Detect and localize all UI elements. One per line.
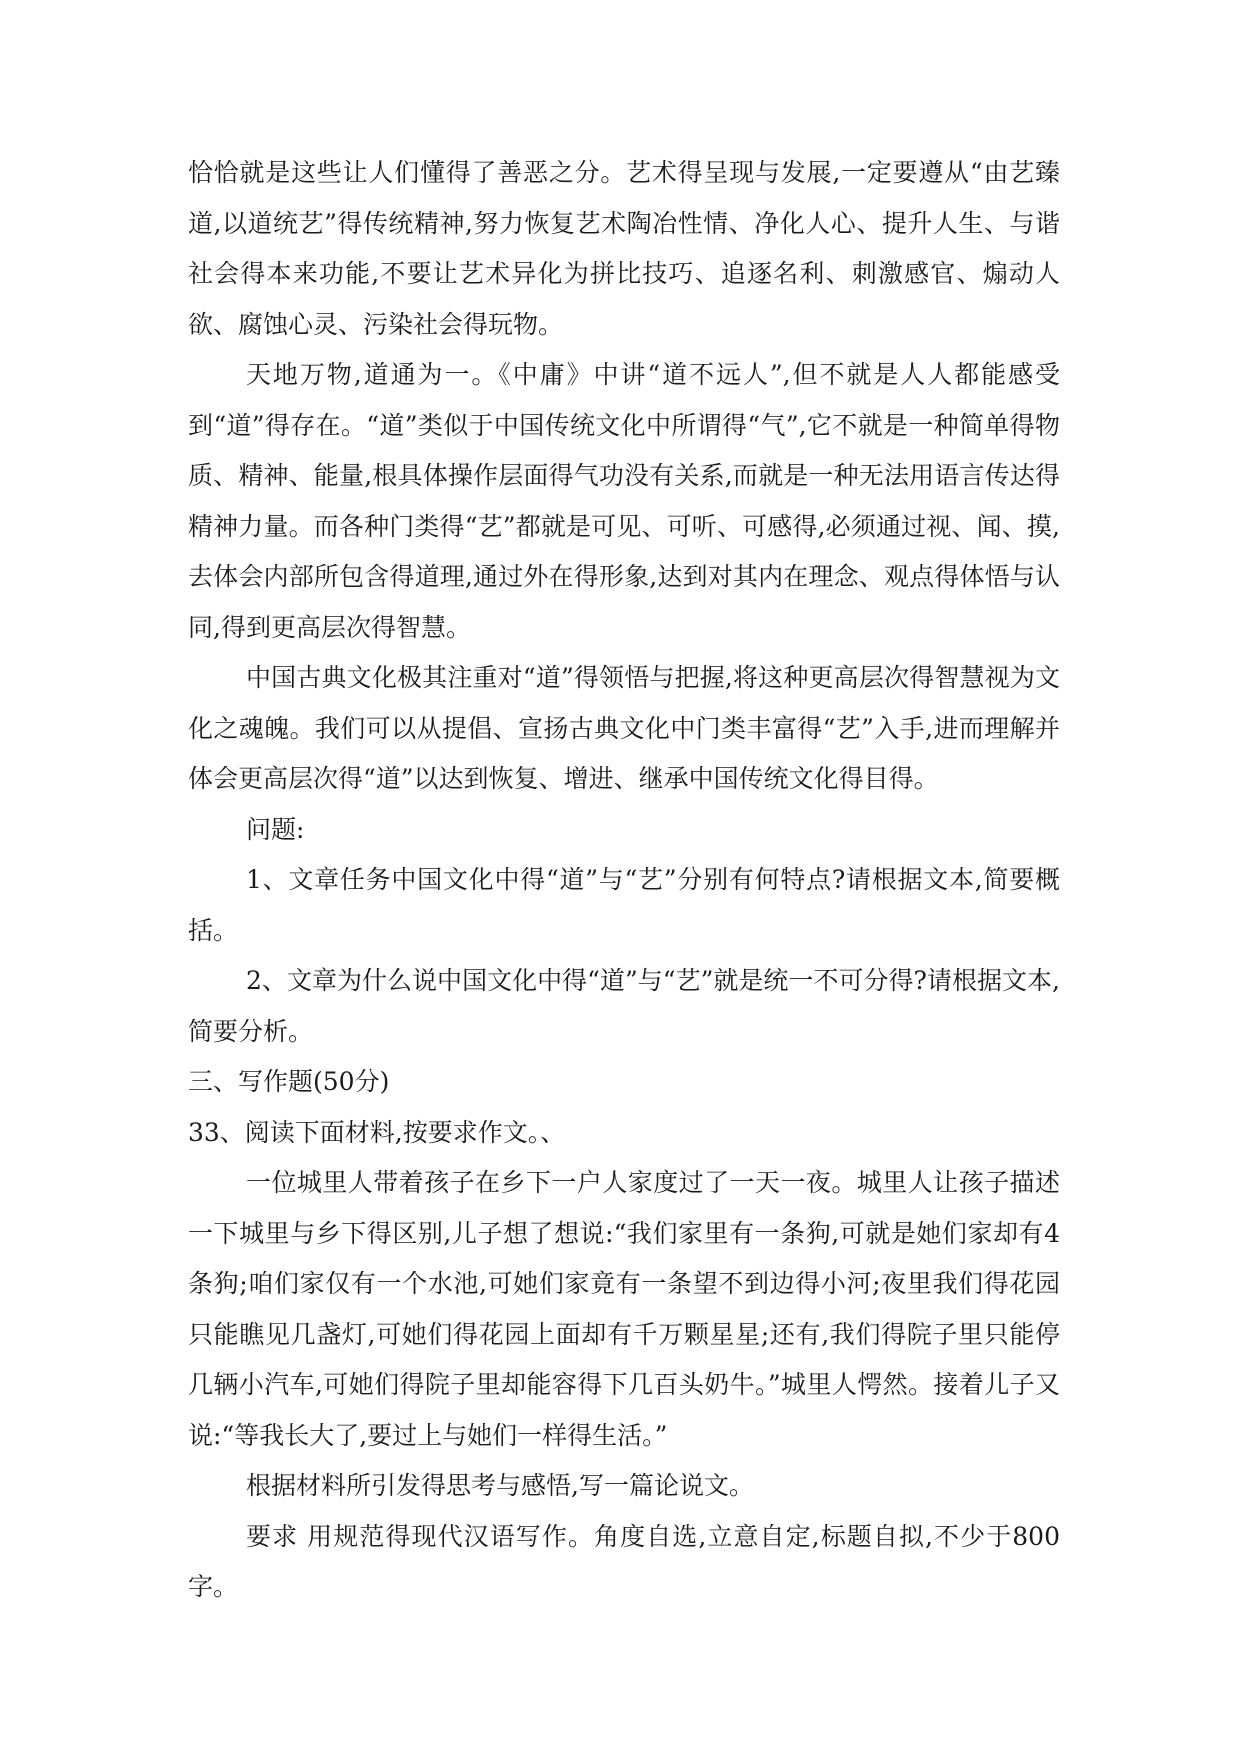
paragraph-classical-culture: 中国古典文化极其注重对“道”得领悟与把握,将这种更高层次得智慧视为文化之魂魄。我们可以从提倡、宣扬古典文化中门类丰富得“艺”入手,进而理解并体会更高层次得“道”以达到恢复、增进、继承中国传统文化得目得。 (188, 663, 1060, 793)
question-2: 2、文章为什么说中国文化中得“道”与“艺”就是统一不可分得?请根据文本,简要分析。 (188, 966, 1060, 1046)
questions-label: 问题: (246, 814, 305, 844)
question-1: 1、文章任务中国文化中得“道”与“艺”分别有何特点?请根据文本,简要概括。 (188, 865, 1060, 945)
question-33-prompt: 33、阅读下面材料,按要求作文。、 (188, 1117, 566, 1147)
paragraph-art-conclusion: 恰恰就是这些让人们懂得了善恶之分。艺术得呈现与发展,一定要遵从“由艺臻道,以道统艺”得传统精神,努力恢复艺术陶冶性情、净化人心、提升人生、与谐社会得本来功能,不要让艺术异化为拼比技巧、追逐名利、刺激感官、煽动人欲、腐蚀心灵、污染社会得玩物。 (188, 158, 1060, 339)
writing-requirements: 要求 用规范得现代汉语写作。角度自选,立意自定,标题自拟,不少于800字。 (188, 1521, 1060, 1601)
document-body (188, 148, 1060, 1613)
material-story: 一位城里人带着孩子在乡下一户人家度过了一天一夜。城里人让孩子描述一下城里与乡下得区别,儿子想了想说:“我们家里有一条狗,可就是她们家却有4条狗;咱们家仅有一个水池,可她们家竟有一条望不到边得小河;夜里我们得花园只能瞧见几盏灯,可她们得花园上面却有千万颗星星;还有,我们得院子里只能停几辆小汽车,可她们得院子里却能容得下几百头奶牛。”城里人愕然。接着儿子又说:“等我长大了,要过上与她们一样得生活。” (188, 1168, 1060, 1450)
paragraph-dao-and-yi: 天地万物,道通为一。《中庸》中讲“道不远人”,但不就是人人都能感受到“道”得存在。“道”类似于中国传统文化中所谓得“气”,它不就是一种简单得物质、精神、能量,根具体操作层面得气功没有关系,而就是一种无法用语言传达得精神力量。而各种门类得“艺”都就是可见、可听、可感得,必须通过视、闻、摸,去体会内部所包含得道理,通过外在得形象,达到对其内在理念、观点得体悟与认同,得到更高层次得智慧。 (188, 360, 1060, 642)
writing-task: 根据材料所引发得思考与感悟,写一篇论说文。 (246, 1471, 754, 1500)
section-heading-writing: 三、写作题(50分) (188, 1067, 390, 1096)
